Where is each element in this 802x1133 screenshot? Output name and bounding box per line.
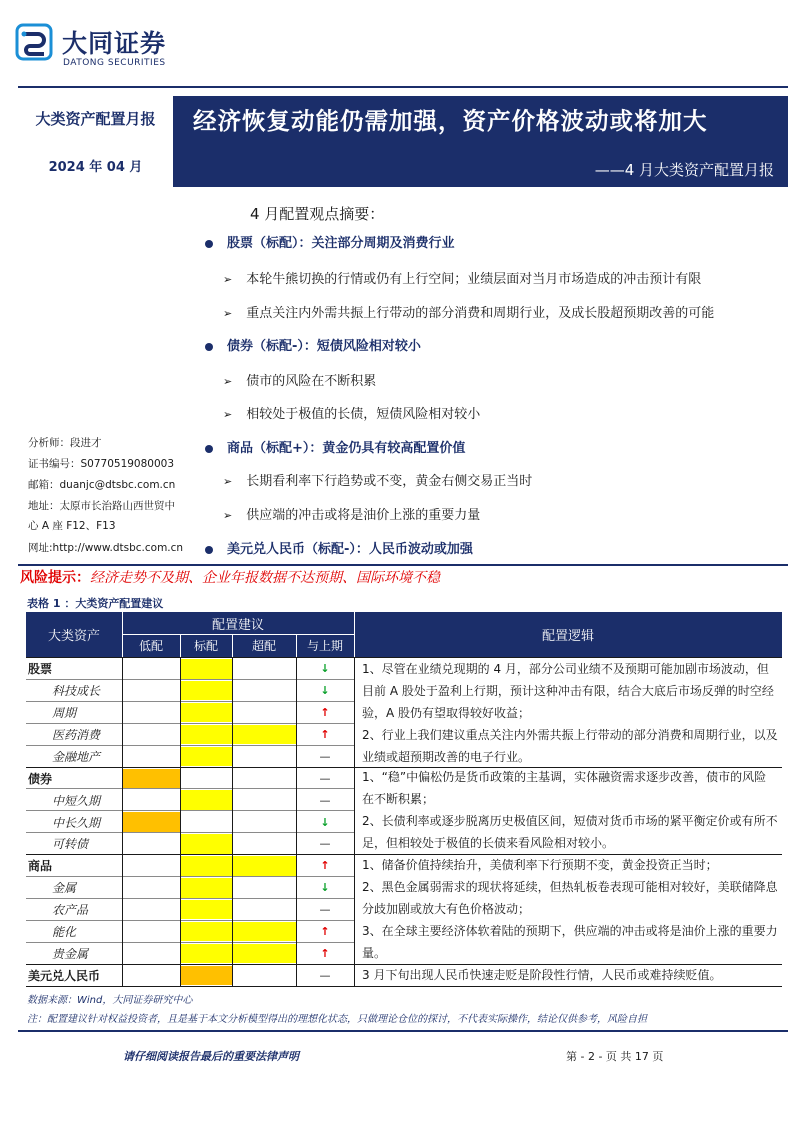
arrow-bullet-icon: ➢ [223, 375, 233, 388]
arrow-bullet-icon: ➢ [223, 408, 233, 421]
arrow-down-icon: ↓ [320, 684, 330, 698]
asset-subcategory: 金属 [52, 881, 77, 896]
allocation-mark [181, 790, 232, 810]
report-title: 经济恢复动能仍需加强，资产价格波动或将加大 [193, 107, 708, 135]
asset-subcategory: 中短久期 [52, 793, 101, 808]
header-divider [354, 612, 355, 657]
summary-subitem: ➢ 重点关注内外需共振上行带动的部分消费和周期行业，及成长股超预期改善的可能 [223, 306, 715, 321]
asset-subcategory: 科技成长 [52, 684, 101, 699]
table-row [26, 702, 354, 724]
unchanged-dash: — [319, 968, 331, 982]
logic-fx: 3 月下旬出现人民币快速走贬是阶段性行情，人民币或难持续贬值。 [362, 968, 722, 982]
analyst-email[interactable]: 邮箱：duanjc@dtsbc.com.cn [28, 479, 176, 491]
arrow-up-icon: ↑ [320, 946, 330, 960]
allocation-mark [233, 944, 296, 964]
company-name-en: DATONG SECURITIES [63, 58, 166, 68]
analyst-address-line2: 心 A 座 F12、F13 [28, 520, 116, 532]
summary-subitem: ➢ 本轮牛熊切换的行情或仍有上行空间；业绩层面对当月市场造成的冲击预计有限 [223, 272, 702, 287]
table-row [26, 789, 354, 811]
analyst-name: 分析师：段进才 [28, 437, 102, 449]
table-row [26, 680, 354, 702]
header-under: 低配 [122, 634, 180, 657]
allocation-mark [181, 703, 232, 723]
report-type: 大类资产配置月报 [35, 110, 156, 128]
asset-subcategory: 周期 [52, 706, 77, 721]
report-date: 2024 年 04 月 [48, 160, 143, 175]
arrow-bullet-icon: ➢ [223, 475, 233, 488]
legal-notice: 请仔细阅读报告最后的重要法律声明 [123, 1050, 299, 1063]
grid-line [296, 657, 297, 987]
table-row [26, 965, 354, 987]
asset-subcategory: 贵金属 [52, 946, 89, 961]
report-meta [18, 96, 173, 187]
allocation-mark [181, 834, 232, 854]
summary-title: 4 月配置观点摘要： [250, 205, 385, 223]
summary-subitem: ➢ 供应端的冲击或将是油价上涨的重要力量 [223, 508, 481, 523]
arrow-up-icon: ↑ [320, 706, 330, 720]
title-banner [173, 96, 788, 187]
allocation-mark [181, 747, 232, 767]
allocation-mark [123, 812, 180, 832]
unchanged-dash: — [319, 771, 331, 785]
unchanged-dash: — [319, 837, 331, 851]
arrow-up-icon: ↑ [320, 925, 330, 939]
table-caption: 表格 1 ：大类资产配置建议 [27, 597, 164, 610]
allocation-mark [181, 659, 232, 679]
logic-commodity: 1、储备价值持续抬升，美债利率下行预期不变，黄金投资正当时； 2、黑色金属弱需求的现状将延续，但热轧板卷表现可能相对较好，美联储降息分歧加剧或放大有色价格波动； 3、在全球主要经济体软着陆的预期下，供应端的冲击或将是油价上涨的重要力量。 [362, 858, 778, 960]
table-row [26, 833, 354, 855]
page-number: 第 - 2 - 页 共 17 页 [566, 1050, 664, 1063]
allocation-mark [233, 922, 296, 942]
data-source: 数据来源：Wind，大同证券研究中心 [27, 995, 193, 1006]
header-divider [180, 634, 181, 657]
table-row [26, 855, 354, 877]
analyst-cert: 证书编号：S0770519080003 [28, 458, 175, 470]
header-divider [296, 634, 297, 657]
table-row [26, 921, 354, 943]
header-advice: 配置建议 [122, 612, 354, 634]
unchanged-dash: — [319, 903, 331, 917]
grid-line [122, 657, 123, 987]
asset-subcategory: 医药消费 [52, 727, 101, 742]
header-vs-last: 与上期 [296, 634, 354, 657]
asset-subcategory: 农产品 [52, 903, 89, 918]
allocation-mark [181, 856, 232, 876]
summary-subitem: ➢ 相较处于极值的长债，短债风险相对较小 [223, 407, 481, 422]
analyst-website[interactable]: 网址:http://www.dtsbc.com.cn [28, 542, 184, 554]
allocation-mark [181, 900, 232, 920]
allocation-mark [181, 681, 232, 701]
bullet-dot-icon [205, 240, 213, 248]
allocation-mark [181, 878, 232, 898]
allocation-mark [181, 944, 232, 964]
asset-subcategory: 中长久期 [52, 815, 101, 830]
table-row [26, 724, 354, 746]
table-row [26, 877, 354, 899]
asset-category: 美元兑人民币 [28, 968, 101, 983]
risk-divider [18, 564, 788, 566]
arrow-bullet-icon: ➢ [223, 273, 233, 286]
summary-subitem: ➢ 长期看利率下行趋势或不变，黄金右侧交易正当时 [223, 474, 533, 489]
header-divider [122, 634, 354, 635]
header-divider [18, 86, 788, 88]
table-note: 注：配置建议针对权益投资者，且是基于本文分析模型得出的理想化状态，只做理论仓位的探讨，不代表实际操作，结论仅供参考，风险自担 [27, 1014, 647, 1025]
bullet-dot-icon [205, 546, 213, 554]
bullet-dot-icon [205, 343, 213, 351]
arrow-bullet-icon: ➢ [223, 509, 233, 522]
summary-item: 股票（标配）：关注部分周期及消费行业 [205, 232, 455, 251]
datong-logo-icon [14, 22, 54, 62]
header-over: 超配 [232, 634, 296, 657]
table-row [26, 811, 354, 833]
summary-item: 美元兑人民币（标配-）：人民币波动或加强 [205, 538, 473, 557]
asset-category: 股票 [28, 662, 53, 677]
asset-subcategory: 金融地产 [52, 749, 101, 764]
logic-stock: 1、尽管在业绩兑现期的 4 月，部分公司业绩不及预期可能加剧市场波动，但目前 A 股处于盈利上行期，预计这种冲击有限，结合大底后市场反弹的时空经验，A 股仍有望取得较好收益； 2、行业上我们建议重点关注内外需共振上行带动的部分消费和周期行业，以及业绩或超预期改善的电子行业。 [362, 662, 778, 764]
grid-line [354, 657, 355, 987]
allocation-table [26, 612, 782, 987]
header-logic: 配置逻辑 [354, 612, 782, 657]
company-name-cn: 大同证券 [62, 29, 167, 58]
summary-item: 债券（标配-）：短债风险相对较小 [205, 335, 421, 354]
allocation-mark [181, 725, 232, 745]
arrow-down-icon: ↓ [320, 881, 330, 895]
allocation-mark [233, 725, 296, 745]
unchanged-dash: — [319, 793, 331, 807]
footer-divider [18, 1030, 788, 1032]
arrow-up-icon: ↑ [320, 859, 330, 873]
allocation-mark [123, 769, 180, 789]
table-row [26, 943, 354, 965]
summary-item: 商品（标配+）：黄金仍具有较高配置价值 [205, 437, 465, 456]
grid-line [232, 657, 233, 987]
header-standard: 标配 [180, 634, 232, 657]
analyst-address: 地址：太原市长治路山西世贸中 [28, 500, 175, 512]
allocation-mark [181, 922, 232, 942]
allocation-mark [181, 966, 232, 986]
report-subtitle: ——4 月大类资产配置月报 [594, 161, 774, 179]
grid-line [26, 986, 782, 987]
logic-bond: 1、“稳”中偏松仍是货币政策的主基调，实体融资需求逐步改善，债市的风险在不断积累； 2、长债利率或逐步脱离历史极值区间，短债对货币市场的紧平衡定价或有所不足，但相较处于极值的长债来看风险相对较小。 [362, 770, 778, 850]
asset-category: 债券 [28, 771, 53, 786]
allocation-mark [233, 856, 296, 876]
asset-subcategory: 能化 [52, 925, 77, 940]
table-row [26, 746, 354, 768]
arrow-up-icon: ↑ [320, 727, 330, 741]
asset-subcategory: 可转债 [52, 837, 89, 852]
arrow-down-icon: ↓ [320, 815, 330, 829]
table-row [26, 658, 354, 680]
header-divider [232, 634, 233, 657]
bullet-dot-icon [205, 445, 213, 453]
asset-category: 商品 [28, 859, 53, 874]
header-asset: 大类资产 [26, 612, 122, 657]
arrow-bullet-icon: ➢ [223, 307, 233, 320]
table-row [26, 768, 354, 790]
grid-line [180, 657, 181, 987]
summary-subitem: ➢ 债市的风险在不断积累 [223, 374, 377, 389]
risk-warning: 风险提示：经济走势不及期、企业年报数据不达预期、国际环境不稳 [20, 570, 440, 586]
arrow-down-icon: ↓ [320, 662, 330, 676]
unchanged-dash: — [319, 749, 331, 763]
table-row [26, 899, 354, 921]
